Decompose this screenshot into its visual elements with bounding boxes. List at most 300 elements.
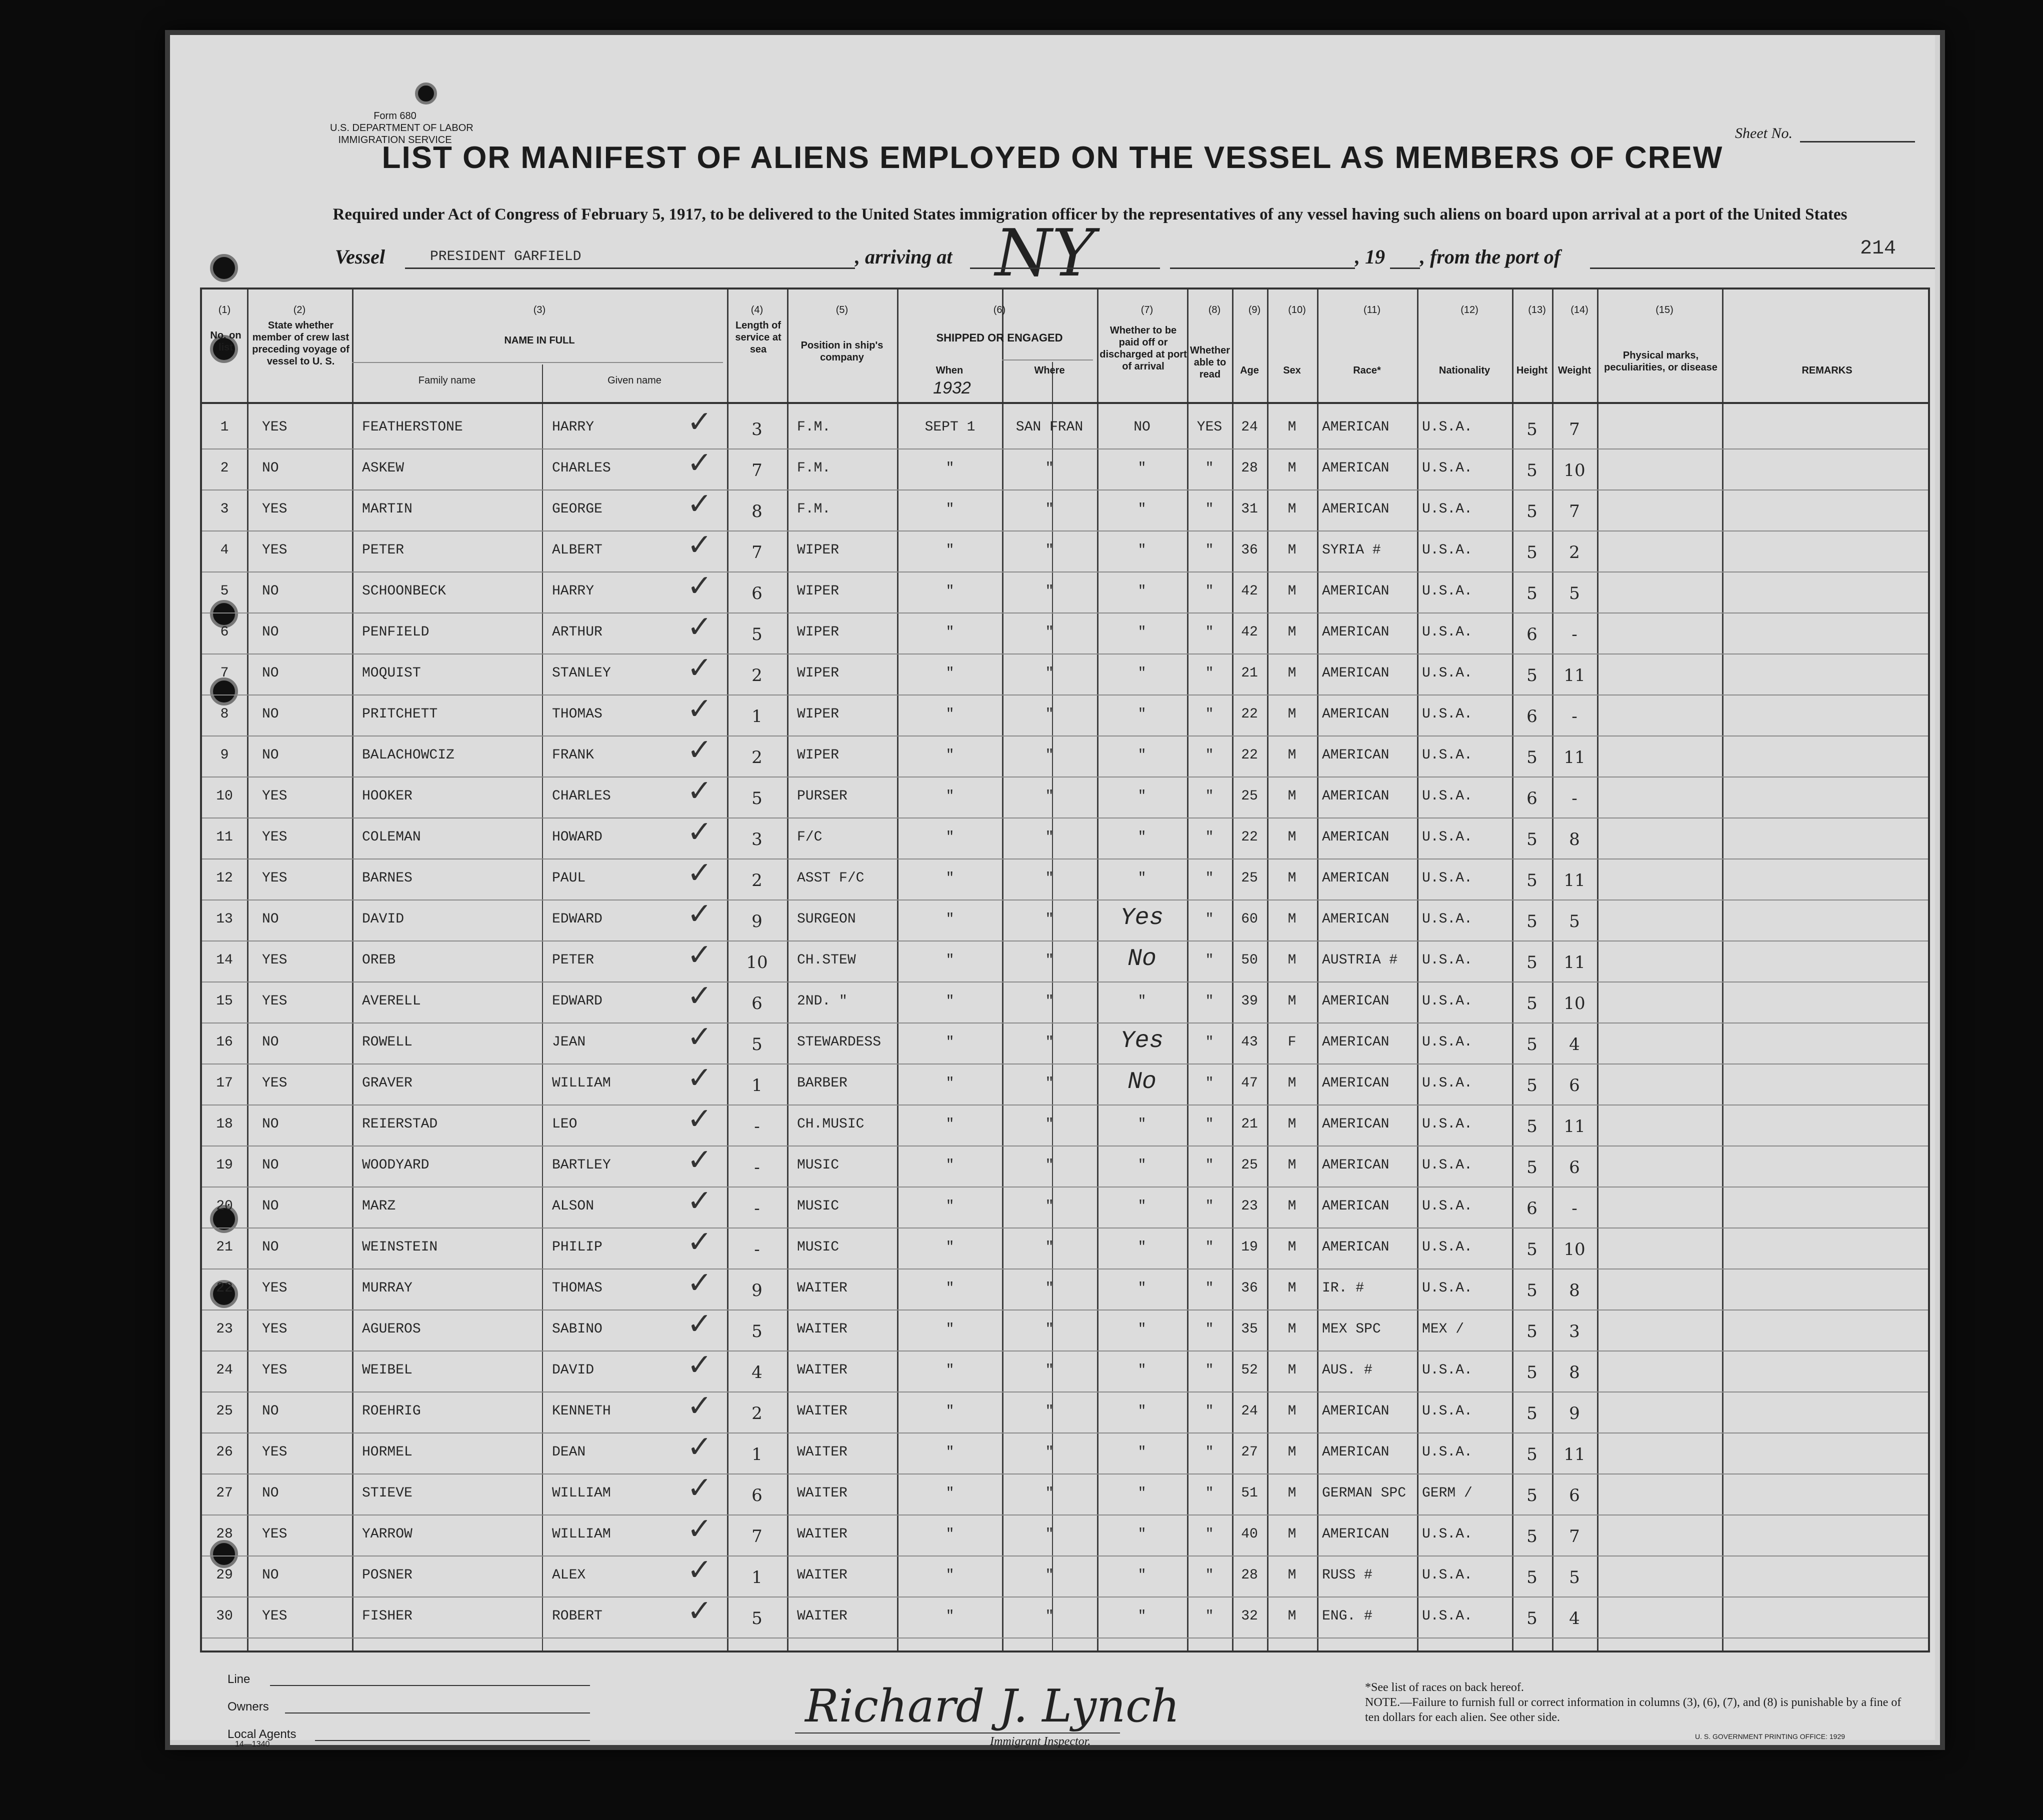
agents-code: 14—1340 (235, 1740, 270, 1748)
cell-race: AMERICAN (1322, 748, 1390, 763)
cell-family: COLEMAN (362, 830, 421, 845)
cell-no: 24 (216, 1362, 233, 1378)
cell-sex: M (1288, 1280, 1296, 1296)
cell-ht: 5 (1526, 1608, 1538, 1628)
cell-nat: U.S.A. (1422, 420, 1472, 435)
cell-when: " (946, 830, 954, 845)
checkmark-icon: ✓ (687, 1512, 712, 1546)
printer-imprint: U. S. GOVERNMENT PRINTING OFFICE: 1929 (1695, 1732, 1846, 1740)
cell-race: AMERICAN (1322, 1158, 1390, 1173)
cell-family: HORMEL (362, 1444, 412, 1460)
cell-prev: NO (262, 1198, 279, 1214)
cell-no: 6 (220, 624, 229, 640)
cell-no: 17 (216, 1076, 233, 1091)
cell-sex: M (1288, 706, 1296, 722)
cell-position: MUSIC (797, 1198, 840, 1214)
cell-no: 7 (220, 666, 229, 681)
cell-race: AMERICAN (1322, 460, 1390, 476)
cell-prev: NO (262, 584, 279, 599)
header-length-of-service: Length of service at sea (735, 320, 782, 355)
cell-wt: 10 (1564, 994, 1586, 1014)
cell-read: " (1205, 830, 1214, 845)
cell-family: AVERELL (362, 994, 421, 1009)
page-subtitle: Required under Act of Congress of February 5, 1917, to be delivered to the United States immigration officer by the representatives of any vessel having such aliens on board upon arrival at a port of the United States (332, 206, 1848, 224)
binder-hole (210, 254, 238, 282)
cell-service: 7 (752, 1526, 762, 1546)
cell-where: " (1045, 584, 1054, 599)
header-family-name: Family name (418, 375, 476, 386)
cell-ht: 5 (1526, 1526, 1538, 1546)
cell-age: 24 (1241, 420, 1258, 435)
page-number: 214 (1860, 238, 1896, 260)
column-divider (247, 290, 248, 1650)
cell-nat: U.S.A. (1422, 502, 1472, 517)
cell-where: " (1045, 1362, 1054, 1378)
cell-paid: " (1138, 1116, 1146, 1132)
cell-family: BARNES (362, 870, 412, 886)
cell-service: 7 (752, 542, 762, 562)
cell-sex: M (1288, 1116, 1296, 1132)
cell-sex: M (1288, 1322, 1296, 1337)
cell-age: 28 (1241, 1568, 1258, 1583)
signature-line (795, 1732, 1120, 1734)
cell-position: WAITER (797, 1444, 848, 1460)
cell-wt: 8 (1569, 1280, 1580, 1300)
cell-family: REIERSTAD (362, 1116, 438, 1132)
cell-where: " (1045, 1568, 1054, 1583)
cell-given: HOWARD (552, 830, 602, 845)
vessel-name: PRESIDENT GARFIELD (430, 249, 582, 264)
cell-when: " (946, 1486, 954, 1501)
cell-no: 4 (220, 542, 229, 558)
cell-no: 26 (216, 1444, 233, 1460)
cell-paid: " (1138, 1280, 1146, 1296)
cell-given: JEAN (552, 1034, 586, 1050)
cell-read: " (1205, 870, 1214, 886)
cell-age: 21 (1241, 666, 1258, 681)
cell-age: 36 (1241, 1280, 1258, 1296)
year-label: , 19 (1355, 246, 1385, 268)
cell-family: PRITCHETT (362, 706, 438, 722)
cell-prev: YES (262, 1526, 288, 1542)
cell-age: 40 (1241, 1526, 1258, 1542)
cell-when: " (946, 870, 954, 886)
cell-when: " (946, 1362, 954, 1378)
cell-given: THOMAS (552, 1280, 602, 1296)
header-sex: Sex (1283, 365, 1301, 376)
cell-wt: 6 (1569, 1076, 1580, 1096)
cell-read: " (1205, 584, 1214, 599)
cell-when: " (946, 1158, 954, 1173)
cell-position: CH.MUSIC (797, 1116, 864, 1132)
cell-wt: 11 (1564, 870, 1586, 890)
cell-wt: 8 (1569, 1362, 1580, 1382)
cell-prev: YES (262, 1076, 288, 1091)
cell-position: WIPER (797, 706, 840, 722)
cell-age: 24 (1241, 1404, 1258, 1419)
cell-no: 29 (216, 1568, 233, 1583)
cell-paid: Yes (1120, 904, 1164, 932)
cell-service: 2 (752, 870, 762, 890)
form-department: U.S. DEPARTMENT OF LABOR (330, 122, 474, 134)
column-divider (352, 290, 354, 1650)
cell-nat: U.S.A. (1422, 870, 1472, 886)
cell-ht: 5 (1526, 584, 1538, 604)
cell-wt: 8 (1569, 830, 1580, 850)
cell-read: " (1205, 460, 1214, 476)
cell-paid: " (1138, 624, 1146, 640)
cell-sex: M (1288, 788, 1296, 804)
col-number: (8) (1208, 304, 1221, 316)
cell-position: SURGEON (797, 912, 856, 927)
from-port-line (1590, 268, 1935, 269)
cell-nat: U.S.A. (1422, 1404, 1472, 1419)
checkmark-icon: ✓ (687, 1184, 712, 1218)
cell-ht: 5 (1526, 1116, 1538, 1136)
cell-where: " (1045, 994, 1054, 1009)
cell-nat: U.S.A. (1422, 584, 1472, 599)
cell-service: 4 (752, 1362, 762, 1382)
col-number: (1) (218, 304, 231, 316)
row-rule (202, 1104, 1928, 1106)
checkmark-icon: ✓ (687, 1594, 712, 1628)
cell-age: 25 (1241, 870, 1258, 886)
subheader-line (352, 362, 723, 363)
cell-prev: YES (262, 952, 288, 968)
cell-age: 50 (1241, 952, 1258, 968)
cell-service: 5 (752, 788, 762, 808)
header-weight: Weight (1558, 365, 1592, 376)
cell-wt: 10 (1564, 460, 1586, 480)
cell-no: 11 (216, 830, 233, 845)
checkmark-icon: ✓ (687, 1388, 712, 1424)
cell-wt: 7 (1569, 502, 1580, 522)
cell-no: 13 (216, 912, 233, 927)
cell-service: 5 (752, 1608, 762, 1628)
cell-read: " (1205, 1486, 1214, 1501)
cell-race: GERMAN SPC (1322, 1486, 1406, 1501)
cell-no: 16 (216, 1034, 233, 1050)
cell-read: " (1205, 952, 1214, 968)
cell-ht: 5 (1526, 1034, 1538, 1054)
cell-position: MUSIC (797, 1158, 840, 1173)
header-name-in-full: NAME IN FULL (504, 335, 575, 346)
cell-given: ALSON (552, 1198, 594, 1214)
cell-read: " (1205, 1158, 1214, 1173)
cell-where: " (1045, 1116, 1054, 1132)
cell-age: 60 (1241, 912, 1258, 927)
cell-read: " (1205, 1116, 1214, 1132)
cell-no: 15 (216, 994, 233, 1009)
col-number: (10) (1288, 304, 1306, 316)
cell-paid: No (1128, 1068, 1156, 1096)
cell-paid: Yes (1120, 1028, 1164, 1054)
cell-when: " (946, 994, 954, 1009)
cell-prev: YES (262, 870, 288, 886)
cell-paid: " (1138, 1444, 1146, 1460)
cell-wt: 9 (1569, 1404, 1580, 1424)
cell-wt: 5 (1569, 1568, 1580, 1588)
cell-given: FRANK (552, 748, 594, 763)
cell-service: - (754, 1198, 760, 1218)
cell-age: 27 (1241, 1444, 1258, 1460)
cell-no: 1 (220, 420, 229, 435)
row-rule (202, 858, 1928, 860)
cell-where: " (1045, 706, 1054, 722)
col-number: (11) (1363, 304, 1381, 316)
cell-race: AMERICAN (1322, 1034, 1390, 1050)
cell-sex: M (1288, 952, 1296, 968)
row-rule (202, 776, 1928, 778)
cell-family: ROWELL (362, 1034, 412, 1050)
sheet-number-label: Sheet No. (1735, 125, 1792, 142)
cell-age: 31 (1241, 502, 1258, 517)
cell-read: " (1205, 1608, 1214, 1624)
cell-paid: " (1138, 502, 1146, 517)
cell-position: F/C (797, 830, 822, 845)
cell-race: RUSS # (1322, 1568, 1372, 1583)
cell-nat: U.S.A. (1422, 788, 1472, 804)
cell-paid: " (1138, 1158, 1146, 1173)
checkmark-icon: ✓ (687, 1224, 712, 1260)
cell-service: 2 (752, 666, 762, 686)
cell-ht: 5 (1526, 830, 1538, 850)
cell-wt: - (1572, 706, 1578, 726)
cell-family: PENFIELD (362, 624, 430, 640)
checkmark-icon: ✓ (687, 1142, 712, 1178)
row-rule (202, 1514, 1928, 1516)
cell-paid: " (1138, 1322, 1146, 1337)
cell-ht: 5 (1526, 748, 1538, 768)
cell-prev: YES (262, 1322, 288, 1337)
row-rule (202, 612, 1928, 614)
cell-sex: M (1288, 1444, 1296, 1460)
line-field (270, 1685, 590, 1686)
cell-race: AMERICAN (1322, 830, 1390, 845)
cell-family: ASKEW (362, 460, 404, 476)
cell-age: 22 (1241, 706, 1258, 722)
cell-ht: 5 (1526, 1444, 1538, 1464)
cell-wt: 4 (1569, 1034, 1580, 1054)
cell-sex: M (1288, 502, 1296, 517)
cell-given: LEO (552, 1116, 578, 1132)
cell-nat: U.S.A. (1422, 706, 1472, 722)
cell-position: WIPER (797, 624, 840, 640)
cell-age: 19 (1241, 1240, 1258, 1255)
cell-position: WAITER (797, 1404, 848, 1419)
header-height: Height (1516, 365, 1548, 376)
races-note: *See list of races on back hereof. (1365, 1681, 1524, 1694)
cell-race: AMERICAN (1322, 1404, 1390, 1419)
checkmark-icon: ✓ (687, 404, 712, 440)
cell-race: AMERICAN (1322, 1116, 1390, 1132)
cell-no: 19 (216, 1158, 233, 1173)
agents-label: Local Agents (228, 1728, 296, 1741)
cell-race: AMERICAN (1322, 624, 1390, 640)
checkmark-icon: ✓ (687, 1430, 712, 1464)
cell-given: WILLIAM (552, 1076, 611, 1091)
cell-paid: " (1138, 1608, 1146, 1624)
checkmark-icon: ✓ (687, 732, 712, 768)
cell-family: ROEHRIG (362, 1404, 421, 1419)
cell-nat: U.S.A. (1422, 952, 1472, 968)
cell-service: 5 (752, 624, 762, 644)
cell-nat: U.S.A. (1422, 830, 1472, 845)
checkmark-icon: ✓ (687, 774, 712, 808)
cell-race: AMERICAN (1322, 1444, 1390, 1460)
cell-read: " (1205, 788, 1214, 804)
cell-nat: U.S.A. (1422, 1158, 1472, 1173)
cell-nat: U.S.A. (1422, 1076, 1472, 1091)
cell-sex: M (1288, 748, 1296, 763)
cell-read: " (1205, 1198, 1214, 1214)
cell-when: " (946, 460, 954, 476)
cell-age: 28 (1241, 460, 1258, 476)
cell-given: DEAN (552, 1444, 586, 1460)
cell-given: HARRY (552, 584, 594, 599)
header-shipped-engaged: SHIPPED OR ENGAGED (936, 332, 1063, 344)
cell-wt: 4 (1569, 1608, 1580, 1628)
cell-prev: NO (262, 1486, 279, 1501)
cell-wt: 5 (1569, 912, 1580, 932)
cell-when: " (946, 1444, 954, 1460)
cell-position: WAITER (797, 1322, 848, 1337)
checkmark-icon: ✓ (687, 856, 712, 890)
cell-read: " (1205, 748, 1214, 763)
cell-family: FEATHERSTONE (362, 420, 463, 435)
cell-service: 6 (752, 994, 762, 1014)
cell-given: PAUL (552, 870, 586, 886)
checkmark-icon: ✓ (687, 486, 712, 522)
cell-paid: " (1138, 1362, 1146, 1378)
col-number: (9) (1248, 304, 1261, 316)
checkmark-icon: ✓ (687, 1266, 712, 1300)
cell-position: WIPER (797, 584, 840, 599)
form-service: IMMIGRATION SERVICE (338, 134, 452, 146)
cell-read: " (1205, 1240, 1214, 1255)
manifest-paper (165, 30, 1945, 1750)
cell-family: YARROW (362, 1526, 412, 1542)
cell-sex: M (1288, 584, 1296, 599)
cell-read: " (1205, 706, 1214, 722)
cell-prev: NO (262, 1116, 279, 1132)
cell-age: 22 (1241, 748, 1258, 763)
header-paid-off: Whether to be paid off or discharged at port of arrival (1100, 325, 1187, 372)
header-physical-marks: Physical marks, peculiarities, or disease (1604, 350, 1718, 373)
cell-race: AUSTRIA # (1322, 952, 1398, 968)
row-rule (202, 1350, 1928, 1352)
cell-age: 21 (1241, 1116, 1258, 1132)
vessel-label: Vessel (335, 246, 385, 268)
checkmark-icon: ✓ (687, 1102, 712, 1136)
header-given-name: Given name (608, 375, 662, 386)
cell-family: GRAVER (362, 1076, 412, 1091)
owners-label: Owners (228, 1700, 269, 1714)
col-number: (6) (993, 304, 1006, 316)
cell-position: BARBER (797, 1076, 848, 1091)
row-rule (202, 1432, 1928, 1434)
cell-sex: M (1288, 830, 1296, 845)
col-number: (15) (1656, 304, 1674, 316)
cell-where: " (1045, 1158, 1054, 1173)
cell-age: 22 (1241, 830, 1258, 845)
cell-wt: 3 (1569, 1322, 1580, 1342)
cell-when: " (946, 666, 954, 681)
manifest-sheet (170, 35, 1935, 1748)
cell-read: " (1205, 1526, 1214, 1542)
header-remarks: REMARKS (1802, 365, 1852, 376)
cell-nat: MEX / (1422, 1322, 1464, 1337)
cell-prev: YES (262, 1362, 288, 1378)
row-rule (202, 940, 1928, 942)
cell-where: " (1045, 912, 1054, 927)
checkmark-icon: ✓ (687, 814, 712, 850)
cell-read: " (1205, 994, 1214, 1009)
cell-when: " (946, 1198, 954, 1214)
cell-wt: - (1572, 788, 1578, 808)
cell-paid: " (1138, 1526, 1146, 1542)
page-title: LIST OR MANIFEST OF ALIENS EMPLOYED ON THE VESSEL AS MEMBERS OF CREW (382, 140, 1724, 175)
cell-when: " (946, 1526, 954, 1542)
cell-ht: 5 (1526, 420, 1538, 440)
arriving-line (970, 268, 1160, 269)
cell-service: 7 (752, 460, 762, 480)
cell-sex: M (1288, 624, 1296, 640)
cell-race: AMERICAN (1322, 870, 1390, 886)
line-label: Line (228, 1672, 250, 1686)
cell-race: AMERICAN (1322, 1240, 1390, 1255)
cell-where: " (1045, 1444, 1054, 1460)
cell-no: 28 (216, 1526, 233, 1542)
cell-ht: 5 (1526, 502, 1538, 522)
cell-position: WAITER (797, 1486, 848, 1501)
cell-service: 9 (752, 912, 762, 932)
col-number: (14) (1570, 304, 1588, 316)
checkmark-icon: ✓ (687, 1552, 712, 1588)
cell-race: AUS. # (1322, 1362, 1372, 1378)
cell-service: 1 (752, 1568, 762, 1588)
cell-position: STEWARDESS (797, 1034, 882, 1050)
vessel-name-line (405, 268, 855, 269)
cell-service: 5 (752, 1322, 762, 1342)
cell-given: KENNETH (552, 1404, 611, 1419)
cell-sex: M (1288, 460, 1296, 476)
cell-read: " (1205, 1034, 1214, 1050)
cell-paid: " (1138, 706, 1146, 722)
cell-position: WIPER (797, 666, 840, 681)
cell-prev: NO (262, 748, 279, 763)
col-number: (2) (293, 304, 306, 316)
cell-family: HOOKER (362, 788, 412, 804)
cell-no: 14 (216, 952, 233, 968)
cell-when: " (946, 502, 954, 517)
column-divider (727, 290, 728, 1650)
cell-service: - (754, 1240, 760, 1260)
cell-prev: NO (262, 666, 279, 681)
cell-age: 32 (1241, 1608, 1258, 1624)
cell-paid: " (1138, 1486, 1146, 1501)
cell-age: 36 (1241, 542, 1258, 558)
cell-where: " (1045, 1322, 1054, 1337)
cell-wt: 5 (1569, 584, 1580, 604)
cell-service: 8 (752, 502, 762, 522)
cell-no: 20 (216, 1198, 233, 1214)
cell-family: AGUEROS (362, 1322, 421, 1337)
cell-no: 9 (220, 748, 229, 763)
cell-nat: U.S.A. (1422, 1608, 1472, 1624)
cell-nat: GERM / (1422, 1486, 1472, 1501)
cell-ht: 5 (1526, 1158, 1538, 1178)
